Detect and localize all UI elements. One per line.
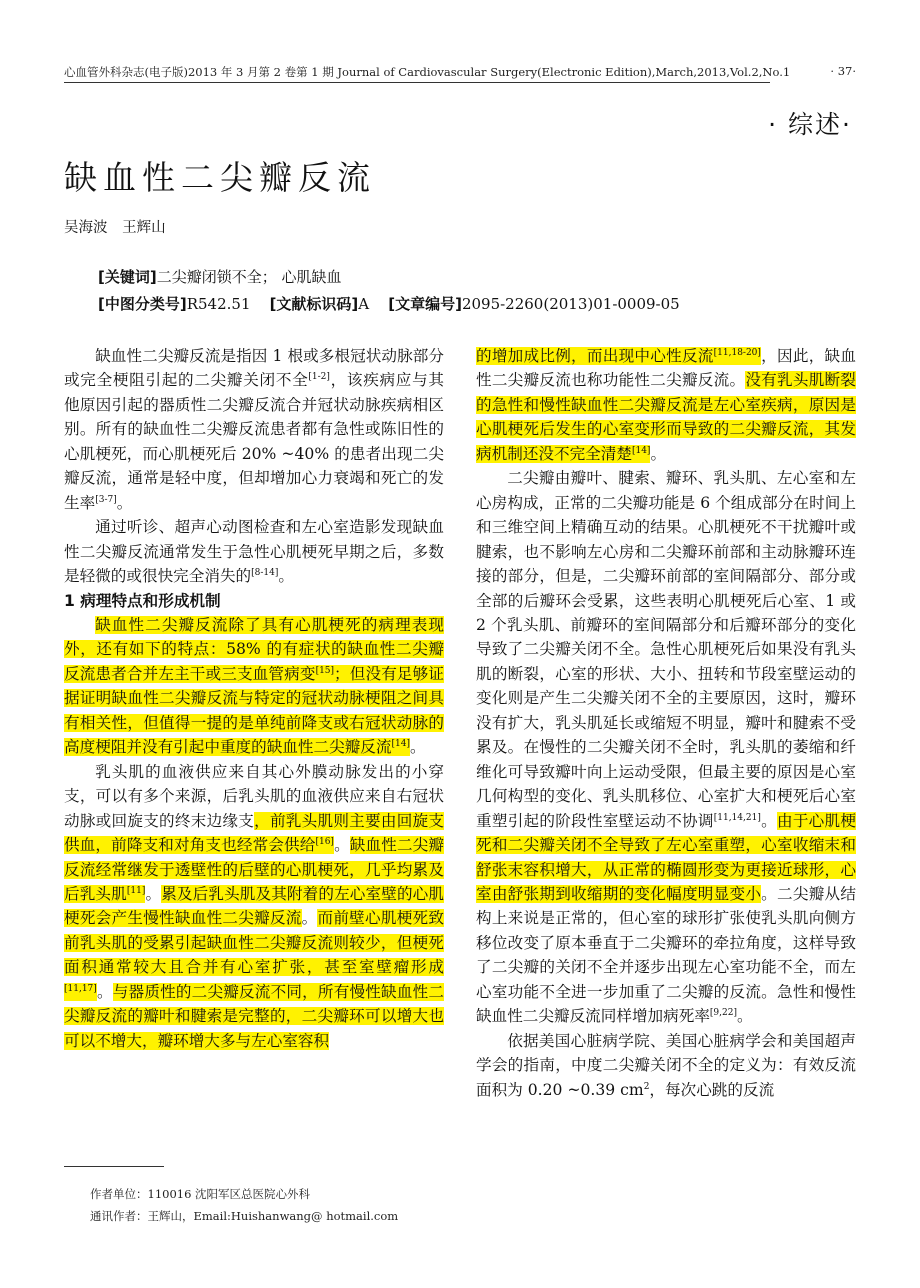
keywords: 二尖瓣闭锁不全； 心肌缺血 (156, 268, 342, 286)
text: 。 (409, 738, 426, 757)
highlighted-text: 累及后乳头肌及其附着的左心室壁的心肌梗死会产生慢性缺血性二尖瓣反流 (64, 884, 444, 928)
citation: [9,22] (709, 1008, 737, 1019)
citation: [11,18-20] (713, 347, 761, 358)
citation: [1-2] (308, 372, 330, 383)
paragraph (476, 466, 856, 1028)
author-affiliation: 作者单位：110016 沈阳军区总医院心外科 (90, 1187, 311, 1201)
right-column (476, 344, 856, 1102)
keywords-label: [关键词] (98, 268, 157, 286)
journal-citation: 心血管外科杂志(电子版)2013 年 3 月第 2 卷第 1 期 Journal of Cardiovascular Surgery(Electronic Edition),March,2013,Vol.2,No.1 (64, 65, 791, 79)
text: 。 (145, 884, 162, 903)
text: 。 (301, 909, 318, 928)
text: 。二尖瓣从结构上来说是正常的，但心室的球形扩张使乳头肌向侧方移位改变了原本垂直于二尖瓣环的牵拉角度，这样导致了二尖瓣的关闭不全并逐步出现左心室功能不全，而左心室功能不全进一步加重了二尖瓣的反流。急性和慢性缺血性二尖瓣反流同样增加病死率 (476, 884, 856, 1026)
article-number-value: 2095-2260(2013)01-0009-05 (461, 295, 680, 313)
text: 。 (96, 982, 113, 1001)
text: 二尖瓣由瓣叶、腱索、瓣环、乳头肌、左心室和左心房构成，正常的二尖瓣功能是 6 个组成部分在时间上和三维空间上精确互动的结果。心肌梗死不干扰瓣叶或腱索，也不影响左心房和二尖瓣环前部和主动脉瓣环连接的部分，但是，二尖瓣环前部的室间隔部分、部分或全部的后瓣环会受累，这些表明心肌梗死后心室、1 或 2 个乳头肌、前瓣环的室间隔部分和后瓣环部分的变化导致了二尖瓣关闭不全。急性心肌梗死后如果没有乳头肌的断裂，心室的形状、大小、扭转和节段室壁运动的变化则是产生二尖瓣关闭不全的主要原因，这时，瓣环没有扩大，乳头肌延长或缩短不明显，瓣叶和腱索不受累及。在慢性的二尖瓣关闭不全时，乳头肌的萎缩和纤维化可导致瓣叶向上运动受限，但最主要的原因是心室几何构型的变化、乳头肌移位、心室扩大和梗死后心室重塑引起的阶段性室壁运动不协调 (476, 469, 856, 830)
text: ，前乳头肌则主要由回旋支供血，前降支和对角支也经常会供给 (64, 811, 444, 855)
highlighted-text: 由于心肌梗死和二尖瓣关闭不全导致了左心室重塑，心室收缩末和舒张末容积增大，从正常的椭圆形变为更接近球形，心室由舒张期到收缩期的变化幅度明显变小 (476, 811, 856, 903)
citation: [8-14] (251, 567, 279, 578)
text: 。 (278, 567, 294, 586)
clc-value: R542.51 (186, 295, 251, 313)
corresponding-author: 通讯作者：王辉山，Email:Huishanwang@ hotmail.com (90, 1209, 399, 1223)
citation: [11,14,21] (713, 812, 761, 823)
page-number: · 37· (830, 64, 856, 78)
citation: [11] (126, 885, 146, 896)
footnote-rule (64, 1166, 164, 1167)
text: 没有乳头肌断裂的急性和慢性缺血性二尖瓣反流是左心室疾病，原因是心肌梗死后发生的心室变形而导致的二尖瓣反流，其发病机制还没不完全清楚 (476, 371, 856, 463)
clc-label: [中图分类号] (98, 295, 187, 313)
text: 乳头肌的血液供应来自其心外膜动脉发出的小穿支，可以有多个来源，后乳头肌的血液供应来自右冠状动脉或回旋支的终末边缘支 (64, 762, 444, 830)
paragraph (64, 760, 444, 1053)
citation: [14] (391, 739, 410, 750)
header-rule (64, 82, 770, 83)
text: 。 (116, 493, 133, 512)
citation: [11,17] (64, 983, 97, 994)
text: 。 (650, 444, 667, 463)
citation: [14] (631, 445, 651, 456)
text: ，因此，缺血性二尖瓣反流也称功能性二尖瓣反流。 (476, 347, 856, 390)
text: 缺血性二尖瓣反流除了具有心肌梗死的病理表现外，还有如下的特点：58% 的有症状的缺血性二尖瓣反流患者合并左主干或三支血管病变 (64, 615, 444, 683)
paragraph (64, 613, 444, 760)
citation: [15] (315, 665, 335, 676)
paragraph (476, 1029, 856, 1102)
highlighted-text: 与器质性的二尖瓣反流不同，所有慢性缺血性二尖瓣反流的瓣叶和腱索是完整的，二尖瓣环可以增大也可以不增大，瓣环增大多与左心室容积 (64, 982, 444, 1050)
text: 而前壁心肌梗死致前乳头肌的受累引起缺血性二尖瓣反流则较少，但梗死面积通常较大且合并有心室扩张，甚至室壁瘤形成 (64, 909, 444, 977)
text: 。 (333, 836, 350, 855)
text: 。 (736, 1007, 753, 1026)
article-number-label: [文章编号] (388, 295, 462, 313)
citation: [3-7] (95, 494, 117, 505)
classification-line (98, 293, 680, 314)
text: 依据美国心脏病学院、美国心脏病学会和美国超声学会的指南，中度二尖瓣关闭不全的定义为：有效反流面积为 0.20 ~0.39 cm (476, 1031, 856, 1099)
citation: [16] (315, 836, 334, 847)
highlighted-text (64, 616, 444, 756)
text: ，该疾病应与其他原因引起的器质性二尖瓣反流合并冠状动脉疾病相区别。所有的缺血性二尖瓣反流患者都有急性或陈旧性的心肌梗死，而心肌梗死后 20% ~40% 的患者出现二尖瓣反流，通常是轻中度，但却增加心力衰竭和死亡的发生率 (64, 371, 444, 512)
text: 缺血性二尖瓣反流经常继发于透壁性的后壁的心肌梗死，几乎均累及后乳头肌 (64, 836, 444, 903)
left-column (64, 344, 444, 1053)
text: 通过听诊、超声心动图检查和左心室造影发现缺血性二尖瓣反流通常发生于急性心肌梗死早期之后，多数是轻微的或很快完全消失的 (64, 518, 444, 586)
doc-code-value: A (358, 295, 370, 313)
running-header (64, 64, 856, 80)
text: 。 (760, 811, 777, 830)
paragraph (64, 344, 444, 515)
superscript: 2 (643, 1081, 650, 1092)
authors: 吴海波 王辉山 (64, 220, 166, 236)
paragraph (64, 515, 444, 588)
paragraph (476, 344, 856, 466)
section-label: · 综述· (768, 110, 852, 139)
highlighted-text (476, 347, 761, 365)
keywords-line (98, 266, 342, 287)
section-heading: 1 病理特点和形成机制 (64, 591, 221, 610)
text: ；但没有足够证据证明缺血性二尖瓣反流与特定的冠状动脉梗阻之间具有相关性，但值得一提的是单纯前降支或右冠状动脉的高度梗阻并没有引起中重度的缺血性二尖瓣反流 (64, 664, 444, 757)
text: ，每次心跳的反流 (649, 1080, 775, 1099)
doc-code-label: [文献标识码] (269, 295, 359, 313)
text: 的增加成比例，而出现中心性反流 (476, 347, 714, 365)
text: 缺血性二尖瓣反流是指因 1 根或多根冠状动脉部分或完全梗阻引起的二尖瓣关闭不全 (64, 347, 444, 390)
article-title: 缺血性二尖瓣反流 (64, 158, 376, 197)
